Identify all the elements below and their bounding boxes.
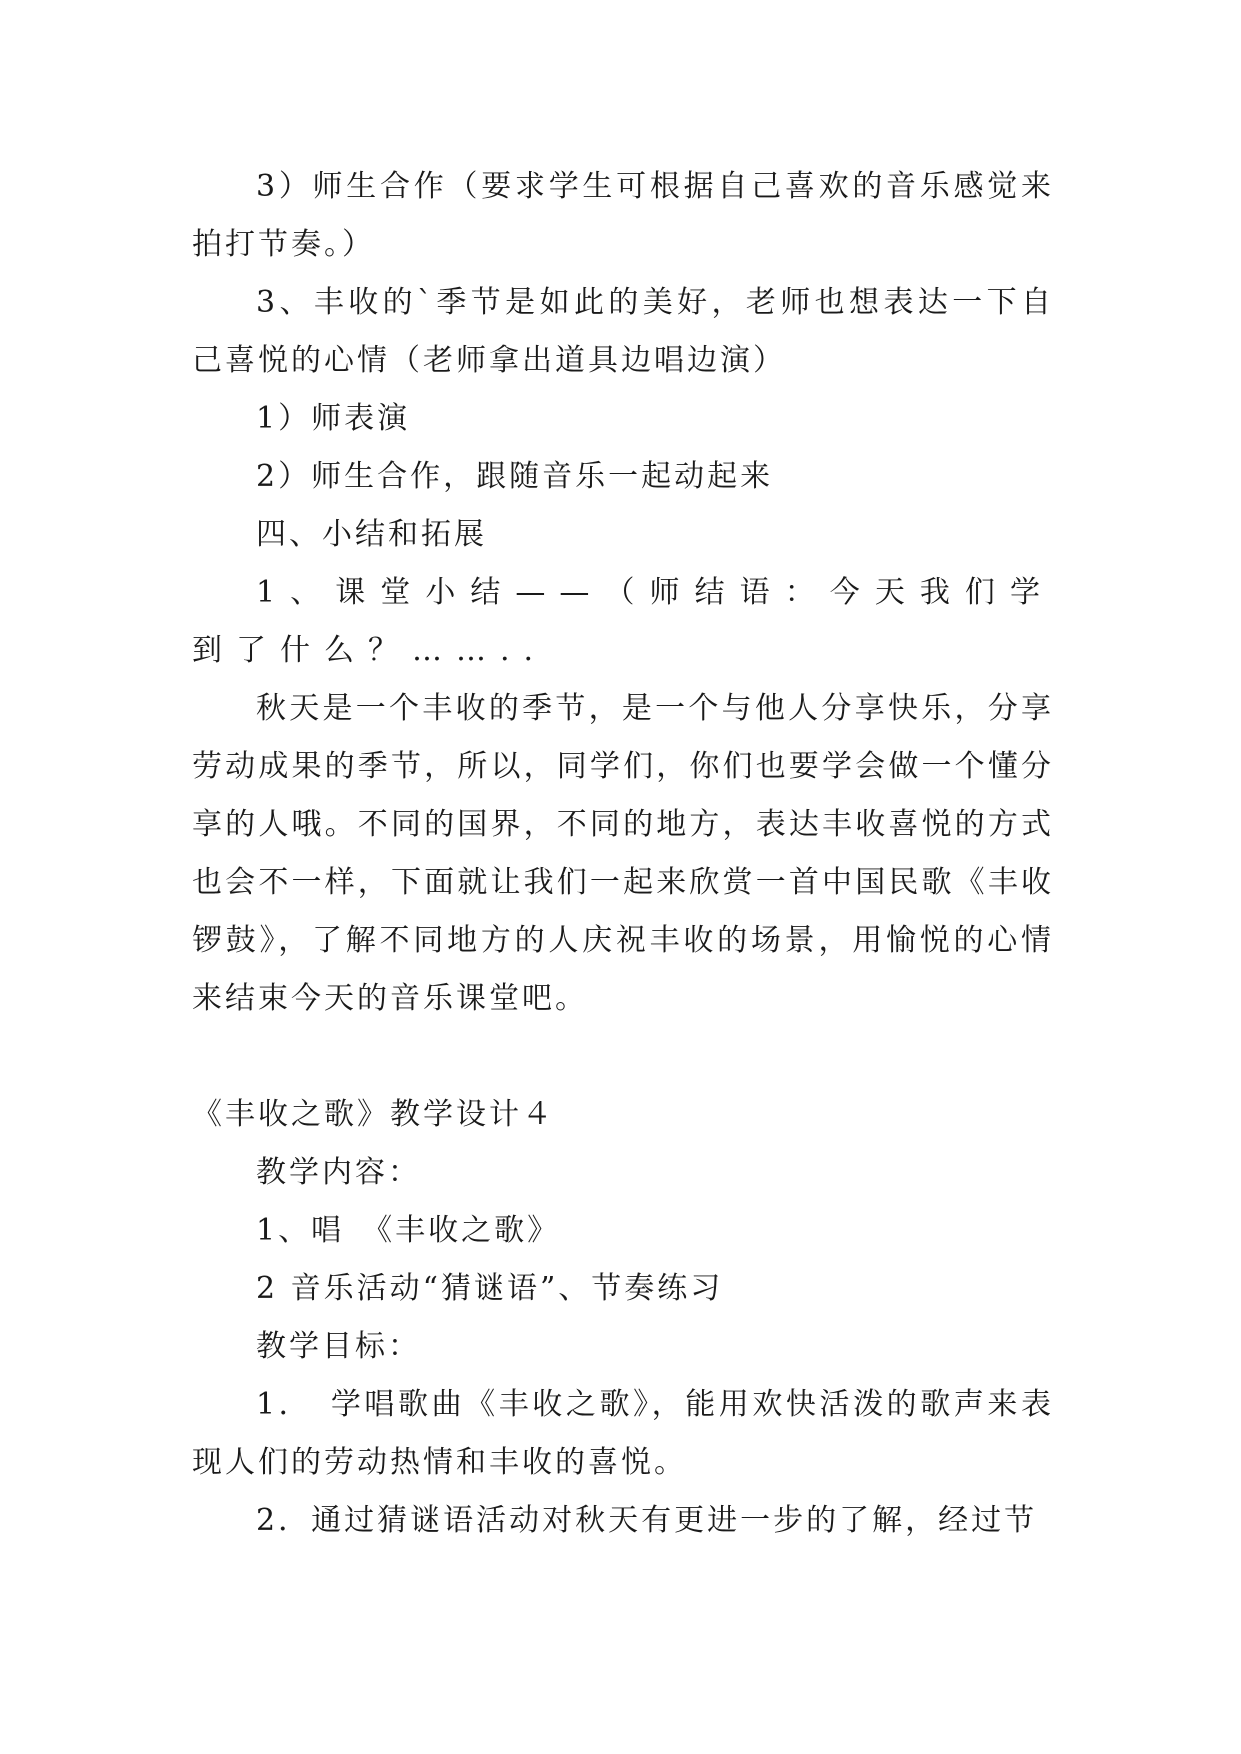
section-gap (192, 1028, 1054, 1086)
paragraph-teacher-performance: 1）师表演 (256, 401, 411, 436)
paragraph-teacher-student-cooperation: 3）师生合作（要求学生可根据自己喜欢的音乐感觉来拍打节奏。） (192, 169, 1054, 262)
paragraph-goal-1: 1． 学唱歌曲《丰收之歌》，能用欢快活泼的歌声来表现人们的劳动热情和丰收的喜悦。 (192, 1387, 1054, 1480)
document-body (192, 158, 1054, 1550)
paragraph-teaching-goals-label: 教学目标： (256, 1329, 421, 1364)
section-title: 《丰收之歌》教学设计４ (192, 1097, 555, 1132)
paragraph-autumn-closing: 秋天是一个丰收的季节，是一个与他人分享快乐，分享劳动成果的季节，所以，同学们，你们也要学会做一个懂分享的人哦。不同的国界，不同的地方，表达丰收喜悦的方式也会不一样，下面就让我们一起来欣赏一首中国民歌《丰收锣鼓》，了解不同地方的人庆祝丰收的场景，用愉悦的心情来结束今天的音乐课堂吧。 (192, 691, 1054, 1016)
paragraph-content-item-2: 2 音乐活动“猜谜语”、节奏练习 (256, 1271, 724, 1306)
paragraph-move-with-music: 2）师生合作，跟随音乐一起动起来 (256, 459, 774, 494)
paragraph-teaching-content-label: 教学内容： (256, 1155, 421, 1190)
heading-summary-and-extension: 四、小结和拓展 (256, 517, 487, 552)
paragraph-class-summary: 1、课堂小结——（师结语：今天我们学到了什么？…….. (192, 575, 1054, 668)
paragraph-harvest-season: 3、丰收的`季节是如此的美好，老师也想表达一下自己喜悦的心情（老师拿出道具边唱边演） (192, 285, 1054, 378)
paragraph-goal-2: 2．通过猜谜语活动对秋天有更进一步的了解，经过节 (256, 1503, 1038, 1538)
paragraph-content-item-1: 1、唱 《丰收之歌》 (256, 1213, 561, 1248)
